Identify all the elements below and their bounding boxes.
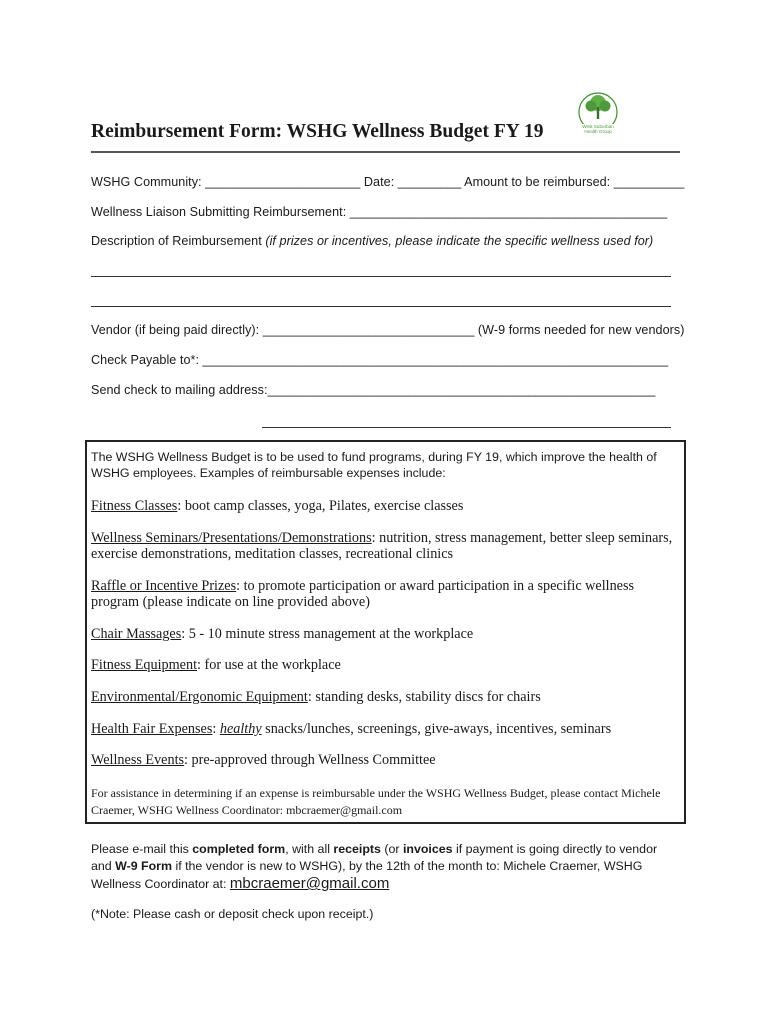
description-label — [91, 234, 653, 248]
description-label-text: Description of Reimbursement — [91, 234, 266, 248]
item-text: : nutrition, stress management, better sleep seminars, exercise demonstrations, meditation classes, recreational clinics — [91, 530, 673, 562]
item-term: Raffle or Incentive Prizes — [91, 578, 237, 594]
item-wellness-seminars — [91, 530, 681, 562]
liaison-line[interactable]: Wellness Liaison Submitting Reimbursement: _____________________________________________ — [91, 205, 668, 219]
item-term: Environmental/Ergonomic Equipment — [91, 689, 308, 705]
item-environmental-equipment — [91, 689, 681, 705]
box-intro: The WSHG Wellness Budget is to be used to fund programs, during FY 19, which improve the health of WSHG employees. Examples of reimbursable expenses include: — [91, 450, 657, 480]
item-term: Fitness Classes — [91, 498, 178, 514]
description-hint: (if prizes or incentives, please indicate the specific wellness used for) — [265, 234, 654, 248]
item-term: Wellness Seminars/Presentations/Demonstrations — [91, 530, 372, 546]
description-blank-1[interactable] — [91, 276, 671, 277]
footer-bold-invoices: invoices — [402, 842, 453, 856]
item-text: : standing desks, stability discs for chairs — [307, 689, 541, 705]
address-blank-2[interactable] — [262, 427, 671, 428]
coordinator-email-link[interactable]: mbcraemer@gmail.com — [229, 875, 390, 892]
community-date-amount-line[interactable]: WSHG Community: ______________________ Date: _________ Amount to be reimbursed: __________ — [91, 175, 685, 189]
item-fitness-classes — [91, 498, 681, 514]
footer-bold-completed-form: completed form — [192, 842, 286, 856]
item-wellness-events — [91, 752, 681, 768]
item-text: : to promote participation or award participation in a specific wellness program (please indicate on line provided above) — [91, 578, 635, 610]
footer-text: if the vendor is new to WSHG), by the 12th of the month to: Michele Craemer, WSHG Wellness Coordinator at: — [91, 859, 643, 891]
item-text: : 5 - 10 minute stress management at the workplace — [181, 626, 474, 642]
item-text: : for use at the workplace — [197, 657, 341, 673]
footer-bold-w9-form: W-9 Form — [115, 859, 173, 873]
cash-note: (*Note: Please cash or deposit check upon receipt.) — [91, 907, 374, 921]
tree-icon — [574, 92, 622, 124]
footer-text: (or — [380, 842, 403, 856]
footer-text: if payment is going directly to vendor and — [91, 842, 658, 873]
logo-line1: West Suburban — [582, 124, 614, 129]
item-term: Chair Massages — [91, 626, 182, 642]
item-term: Health Fair Expenses — [91, 721, 213, 737]
item-text-2: snacks/lunches, screenings, give-aways, incentives, seminars — [261, 721, 612, 737]
footer-bold-receipts: receipts — [333, 842, 381, 856]
submission-instructions — [91, 841, 681, 893]
assistance-note: For assistance in determining if an expense is reimbursable under the WSHG Wellness Budget, please contact Michele Craemer, WSHG Wellness Coordinator: mbcraemer@gmail.com — [91, 786, 661, 817]
check-payable-line[interactable]: Check Payable to*: __________________________________________________________________ — [91, 353, 669, 367]
item-raffle-prizes — [91, 578, 681, 610]
page-title: Reimbursement Form: WSHG Wellness Budget FY 19 — [91, 121, 544, 142]
send-check-line[interactable]: Send check to mailing address:_______________________________________________________ — [91, 383, 656, 397]
item-chair-massages — [91, 626, 681, 642]
logo-line2: Health Group — [584, 129, 612, 134]
item-emphasis: healthy — [219, 721, 262, 737]
item-fitness-equipment — [91, 657, 681, 673]
item-text: : pre-approved through Wellness Committee — [184, 752, 436, 768]
item-term: Fitness Equipment — [91, 657, 198, 673]
vendor-line[interactable]: Vendor (if being paid directly): ______________________________ (W-9 forms needed for new vendors) — [91, 323, 685, 337]
footer-text: Please e-mail this — [91, 842, 193, 856]
item-text: : — [212, 721, 220, 737]
footer-text: , with all — [285, 842, 334, 856]
title-rule — [91, 151, 680, 153]
wshg-logo — [574, 92, 622, 140]
item-term: Wellness Events — [91, 752, 185, 768]
item-health-fair — [91, 721, 681, 737]
description-blank-2[interactable] — [91, 306, 671, 307]
item-text: : boot camp classes, yoga, Pilates, exercise classes — [177, 498, 464, 514]
